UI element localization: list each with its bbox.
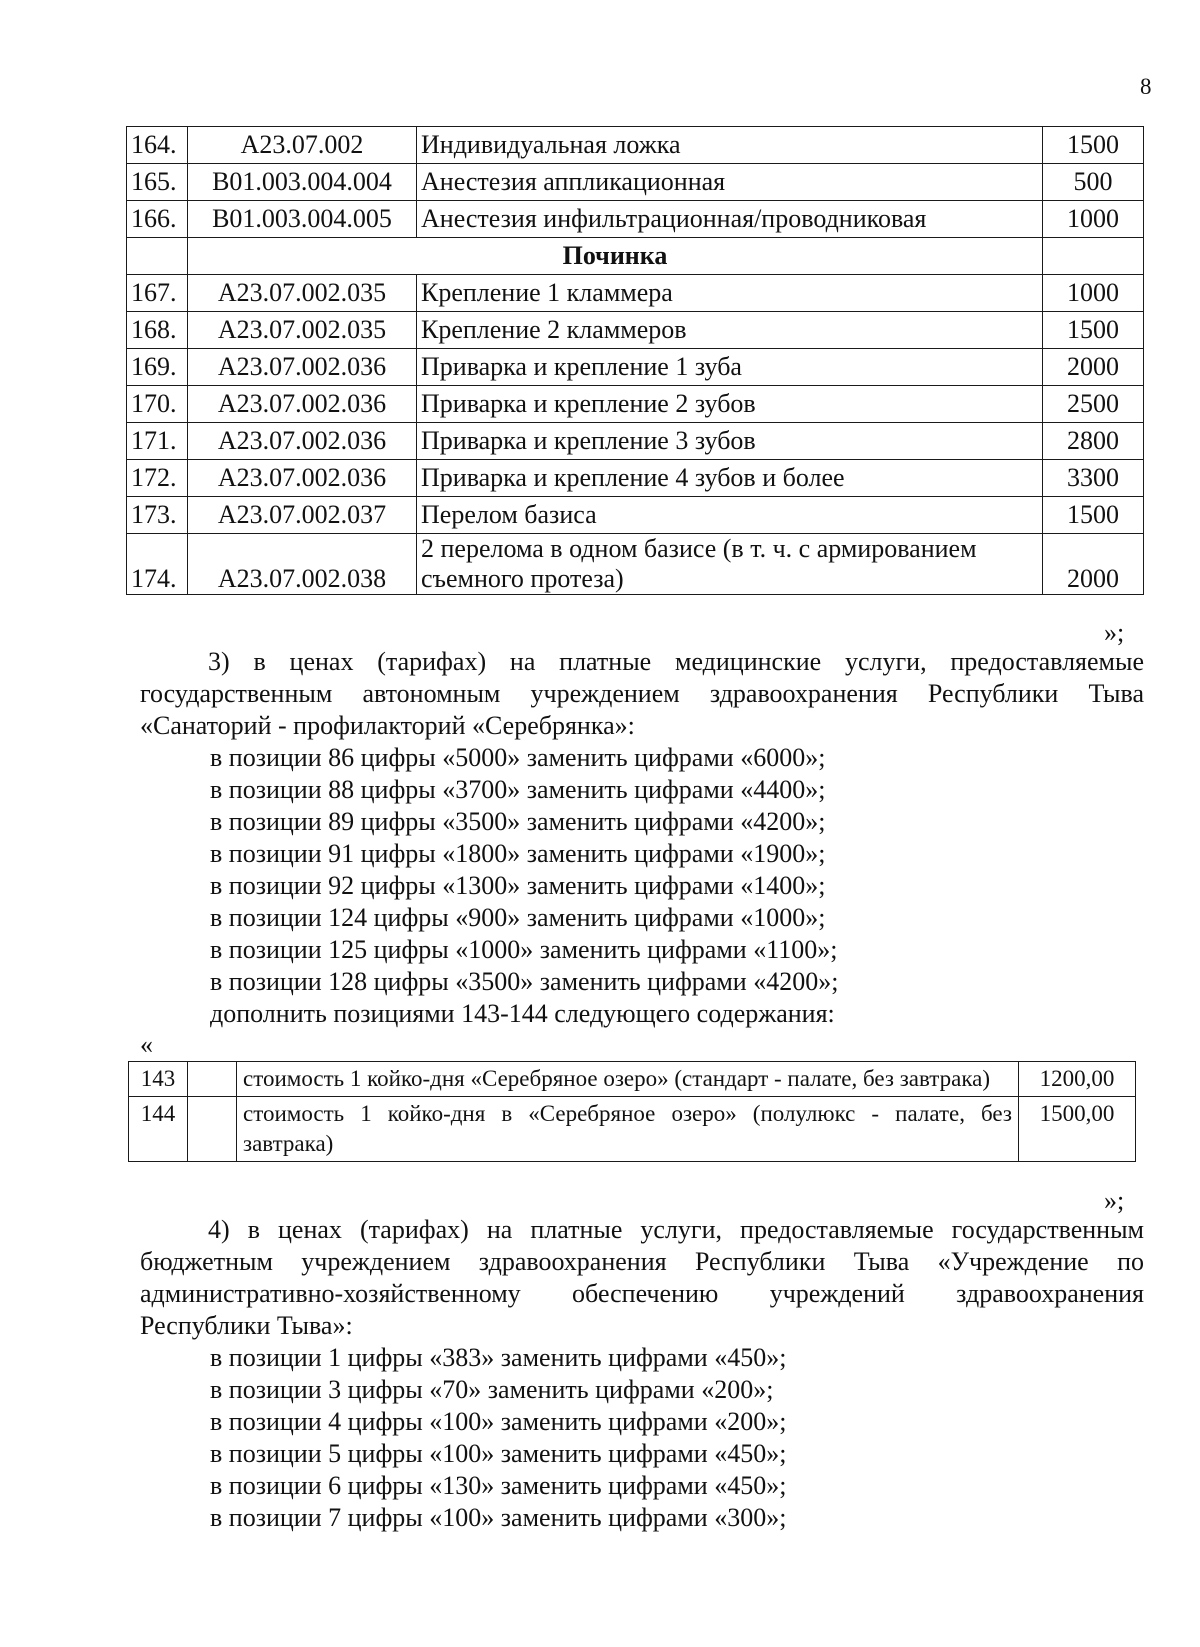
row-number: 171.: [127, 423, 188, 460]
row-number: 144: [129, 1097, 188, 1162]
service-name: Крепление 2 кламмеров: [417, 312, 1043, 349]
table-row: [127, 423, 1144, 460]
closing-quote: »;: [1104, 1186, 1125, 1215]
row-number: 167.: [127, 275, 188, 312]
service-price: 2000: [1043, 349, 1144, 386]
service-price: 500: [1043, 164, 1144, 201]
closing-quote: »;: [1104, 618, 1125, 647]
service-name: 2 перелома в одном базисе (в т. ч. с армированием съемного протеза): [417, 534, 1043, 595]
section-3-intro: [140, 646, 1144, 742]
service-code: A23.07.002.038: [188, 534, 417, 595]
service-code: A23.07.002.035: [188, 312, 417, 349]
list-item: в позиции 89 цифры «3500» заменить цифрами «4200»;: [210, 807, 826, 836]
service-code: A23.07.002.035: [188, 275, 417, 312]
table-row: [127, 164, 1144, 201]
empty-cell: [188, 1097, 237, 1162]
service-name: Анестезия аппликационная: [417, 164, 1043, 201]
list-item: в позиции 125 цифры «1000» заменить цифрами «1100»;: [210, 935, 838, 964]
service-price: 1000: [1043, 201, 1144, 238]
row-number: 143: [129, 1062, 188, 1097]
section-title: Починка: [188, 238, 1043, 275]
section-4-list: [210, 1342, 786, 1534]
row-number: 165.: [127, 164, 188, 201]
service-name: Приварка и крепление 1 зуба: [417, 349, 1043, 386]
list-item: в позиции 7 цифры «100» заменить цифрами «300»;: [210, 1503, 787, 1532]
list-item: в позиции 128 цифры «3500» заменить цифрами «4200»;: [210, 967, 839, 996]
list-item: в позиции 5 цифры «100» заменить цифрами «450»;: [210, 1439, 787, 1468]
service-code: A23.07.002.036: [188, 349, 417, 386]
table-row: [129, 1097, 1136, 1162]
service-description: стоимость 1 койко-дня в «Серебряное озеро» (полулюкс - палате, без завтрака): [237, 1097, 1019, 1162]
list-item: в позиции 4 цифры «100» заменить цифрами «200»;: [210, 1407, 787, 1436]
table-row: [127, 460, 1144, 497]
table-row: [127, 275, 1144, 312]
table-row: [127, 386, 1144, 423]
row-number: 168.: [127, 312, 188, 349]
service-price: 1500: [1043, 127, 1144, 164]
empty-cell: [1043, 238, 1144, 275]
service-price: 1500: [1043, 497, 1144, 534]
service-price: 1500: [1043, 312, 1144, 349]
services-price-table: [126, 126, 1144, 595]
service-code: A23.07.002.037: [188, 497, 417, 534]
list-item: в позиции 92 цифры «1300» заменить цифрами «1400»;: [210, 871, 826, 900]
row-number: 173.: [127, 497, 188, 534]
service-price: 2000: [1043, 534, 1144, 595]
additional-positions-table: [128, 1061, 1136, 1162]
row-number: 172.: [127, 460, 188, 497]
page-number: 8: [1140, 74, 1152, 99]
service-name: Перелом базиса: [417, 497, 1043, 534]
table-row: [127, 201, 1144, 238]
section-4-intro: [140, 1214, 1144, 1342]
empty-cell: [127, 238, 188, 275]
row-number: 169.: [127, 349, 188, 386]
list-item: в позиции 124 цифры «900» заменить цифрами «1000»;: [210, 903, 826, 932]
service-code: B01.003.004.004: [188, 164, 417, 201]
service-price: 1000: [1043, 275, 1144, 312]
service-name: Крепление 1 кламмера: [417, 275, 1043, 312]
service-name: Приварка и крепление 2 зубов: [417, 386, 1043, 423]
table-row: [129, 1062, 1136, 1097]
table-row: [127, 534, 1144, 595]
service-price: 2800: [1043, 423, 1144, 460]
service-name: Анестезия инфильтрационная/проводниковая: [417, 201, 1043, 238]
paragraph-text: 3) в ценах (тарифах) на платные медицинские услуги, предоставляемые государственным автономным учреждением здравоохранения Республики Тыва «Санаторий - профилакторий «Серебрянка»:: [140, 647, 1144, 740]
row-number: 164.: [127, 127, 188, 164]
service-price: 3300: [1043, 460, 1144, 497]
empty-cell: [188, 1062, 237, 1097]
list-item: в позиции 88 цифры «3700» заменить цифрами «4400»;: [210, 775, 826, 804]
list-item: в позиции 1 цифры «383» заменить цифрами «450»;: [210, 1343, 787, 1372]
list-item: в позиции 86 цифры «5000» заменить цифрами «6000»;: [210, 743, 826, 772]
list-item: в позиции 91 цифры «1800» заменить цифрами «1900»;: [210, 839, 826, 868]
service-code: A23.07.002.036: [188, 460, 417, 497]
row-number: 170.: [127, 386, 188, 423]
service-code: A23.07.002.036: [188, 423, 417, 460]
service-code: B01.003.004.005: [188, 201, 417, 238]
opening-quote: «: [140, 1030, 153, 1059]
row-number: 174.: [127, 534, 188, 595]
service-price: 2500: [1043, 386, 1144, 423]
list-item: дополнить позициями 143-144 следующего содержания:: [210, 999, 835, 1028]
list-item: в позиции 6 цифры «130» заменить цифрами «450»;: [210, 1471, 787, 1500]
section-row: [127, 238, 1144, 275]
paragraph-text: 4) в ценах (тарифах) на платные услуги, предоставляемые государственным бюджетным учреждением здравоохранения Республики Тыва «Учреждение по административно-хозяйственному обеспечению учреждений здравоохранения Республики Тыва»:: [140, 1215, 1144, 1340]
table-row: [127, 349, 1144, 386]
section-3-list: [210, 742, 838, 1030]
table-row: [127, 497, 1144, 534]
service-code: A23.07.002.036: [188, 386, 417, 423]
table-row: [127, 127, 1144, 164]
service-code: A23.07.002: [188, 127, 417, 164]
service-name: Приварка и крепление 3 зубов: [417, 423, 1043, 460]
table-row: [127, 312, 1144, 349]
service-price: 1500,00: [1019, 1097, 1136, 1162]
row-number: 166.: [127, 201, 188, 238]
service-name: Индивидуальная ложка: [417, 127, 1043, 164]
service-name: Приварка и крепление 4 зубов и более: [417, 460, 1043, 497]
list-item: в позиции 3 цифры «70» заменить цифрами «200»;: [210, 1375, 774, 1404]
service-description: стоимость 1 койко-дня «Серебряное озеро» (стандарт - палате, без завтрака): [237, 1062, 1019, 1097]
service-price: 1200,00: [1019, 1062, 1136, 1097]
